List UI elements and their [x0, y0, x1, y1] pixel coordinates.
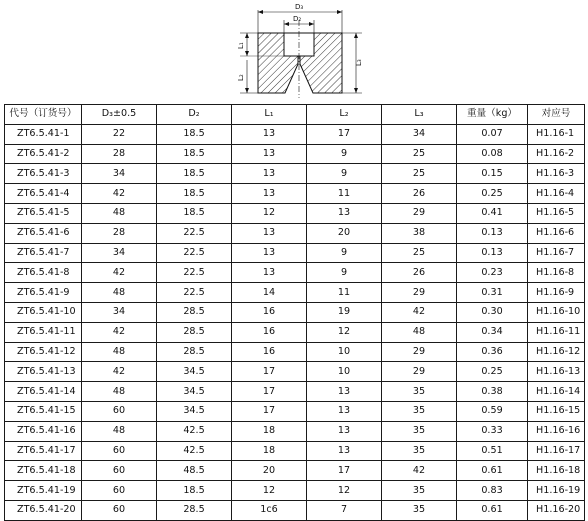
- l3-cell: 48: [382, 322, 457, 342]
- d2-cell: 28.5: [157, 500, 232, 520]
- header-cell: D₂: [157, 105, 232, 125]
- code-cell: ZT6.5.41-12: [5, 342, 82, 362]
- d3-cell: 48: [82, 382, 157, 402]
- code-cell: ZT6.5.41-14: [5, 382, 82, 402]
- l2-cell: 9: [307, 164, 382, 184]
- l3-cell: 29: [382, 203, 457, 223]
- l3-cell: 26: [382, 263, 457, 283]
- l3-cell: 35: [382, 441, 457, 461]
- header-cell: L₂: [307, 105, 382, 125]
- code-cell: ZT6.5.41-10: [5, 302, 82, 322]
- l3-cell: 38: [382, 223, 457, 243]
- l1-cell: 13: [232, 164, 307, 184]
- weight-cell: 0.34: [457, 322, 528, 342]
- code-cell: ZT6.5.41-17: [5, 441, 82, 461]
- l3-cell: 25: [382, 243, 457, 263]
- l3-cell: 35: [382, 500, 457, 520]
- table-row: [5, 401, 585, 421]
- d3-cell: 60: [82, 461, 157, 481]
- d2-cell: 22.5: [157, 283, 232, 303]
- table-row: [5, 461, 585, 481]
- header-cell: 对应号: [528, 105, 585, 125]
- l3-cell: 25: [382, 144, 457, 164]
- ref-cell: H1.16-14: [528, 382, 585, 402]
- d3-cell: 34: [82, 243, 157, 263]
- ref-cell: H1.16-13: [528, 362, 585, 382]
- l1-cell: 16: [232, 342, 307, 362]
- table-row: [5, 223, 585, 243]
- d2-cell: 18.5: [157, 124, 232, 144]
- ref-cell: H1.16-12: [528, 342, 585, 362]
- weight-cell: 0.83: [457, 481, 528, 501]
- l2-cell: 7: [307, 500, 382, 520]
- l2-cell: 12: [307, 481, 382, 501]
- code-cell: ZT6.5.41-18: [5, 461, 82, 481]
- l1-cell: 13: [232, 263, 307, 283]
- d2-cell: 34.5: [157, 362, 232, 382]
- ref-cell: H1.16-7: [528, 243, 585, 263]
- weight-cell: 0.36: [457, 342, 528, 362]
- weight-cell: 0.07: [457, 124, 528, 144]
- d3-cell: 48: [82, 421, 157, 441]
- d2-label: D₂: [293, 15, 302, 23]
- l1-cell: 18: [232, 421, 307, 441]
- table-row: [5, 441, 585, 461]
- l3-cell: 35: [382, 421, 457, 441]
- table-row: [5, 283, 585, 303]
- l3-cell: 25: [382, 164, 457, 184]
- d2-cell: 18.5: [157, 481, 232, 501]
- l1-cell: 16: [232, 322, 307, 342]
- ref-cell: H1.16-1: [528, 124, 585, 144]
- ref-cell: H1.16-4: [528, 184, 585, 204]
- l2-label: L₂: [237, 74, 245, 81]
- d3-cell: 28: [82, 223, 157, 243]
- l2-cell: 11: [307, 184, 382, 204]
- weight-cell: 0.51: [457, 441, 528, 461]
- d3-cell: 42: [82, 263, 157, 283]
- weight-cell: 0.30: [457, 302, 528, 322]
- d2-cell: 34.5: [157, 401, 232, 421]
- l1-cell: 13: [232, 184, 307, 204]
- d3-label: D₃: [295, 3, 304, 11]
- d2-cell: 22.5: [157, 243, 232, 263]
- d3-cell: 28: [82, 144, 157, 164]
- l3-cell: 34: [382, 124, 457, 144]
- code-cell: ZT6.5.41-20: [5, 500, 82, 520]
- l3-cell: 29: [382, 342, 457, 362]
- l1-cell: 13: [232, 223, 307, 243]
- l2-cell: 9: [307, 243, 382, 263]
- header-cell: D₃±0.5: [82, 105, 157, 125]
- cross-section-drawing: [0, 0, 588, 102]
- ref-cell: H1.16-10: [528, 302, 585, 322]
- l1-cell: 17: [232, 401, 307, 421]
- weight-cell: 0.25: [457, 184, 528, 204]
- weight-cell: 0.31: [457, 283, 528, 303]
- d3-cell: 42: [82, 362, 157, 382]
- l1-label: L₁: [237, 42, 245, 49]
- l2-cell: 11: [307, 283, 382, 303]
- weight-cell: 0.08: [457, 144, 528, 164]
- l1-cell: 13: [232, 124, 307, 144]
- weight-cell: 0.33: [457, 421, 528, 441]
- l1-cell: 17: [232, 382, 307, 402]
- table-row: [5, 124, 585, 144]
- d3-cell: 60: [82, 401, 157, 421]
- l1-cell: 18: [232, 441, 307, 461]
- weight-cell: 0.23: [457, 263, 528, 283]
- weight-cell: 0.25: [457, 362, 528, 382]
- header-cell: L₁: [232, 105, 307, 125]
- d3-cell: 48: [82, 203, 157, 223]
- d2-cell: 22.5: [157, 263, 232, 283]
- d2-cell: 42.5: [157, 441, 232, 461]
- l3-cell: 42: [382, 461, 457, 481]
- code-cell: ZT6.5.41-16: [5, 421, 82, 441]
- code-cell: ZT6.5.41-6: [5, 223, 82, 243]
- l2-cell: 13: [307, 441, 382, 461]
- l3-cell: 29: [382, 362, 457, 382]
- d3-cell: 42: [82, 322, 157, 342]
- weight-cell: 0.59: [457, 401, 528, 421]
- table-row: [5, 481, 585, 501]
- table-row: [5, 421, 585, 441]
- table-header-row: [5, 105, 585, 125]
- d2-cell: 18.5: [157, 144, 232, 164]
- ref-cell: H1.16-20: [528, 500, 585, 520]
- d3-cell: 60: [82, 441, 157, 461]
- d3-cell: 48: [82, 283, 157, 303]
- l2-cell: 10: [307, 342, 382, 362]
- l1-cell: 13: [232, 243, 307, 263]
- code-cell: ZT6.5.41-3: [5, 164, 82, 184]
- code-cell: ZT6.5.41-15: [5, 401, 82, 421]
- ref-cell: H1.16-9: [528, 283, 585, 303]
- ref-cell: H1.16-8: [528, 263, 585, 283]
- l2-cell: 13: [307, 382, 382, 402]
- ref-cell: H1.16-2: [528, 144, 585, 164]
- d3-cell: 34: [82, 164, 157, 184]
- l2-cell: 17: [307, 461, 382, 481]
- weight-cell: 0.13: [457, 223, 528, 243]
- code-cell: ZT6.5.41-5: [5, 203, 82, 223]
- code-cell: ZT6.5.41-2: [5, 144, 82, 164]
- ref-cell: H1.16-16: [528, 421, 585, 441]
- l2-cell: 19: [307, 302, 382, 322]
- l1-cell: 16: [232, 302, 307, 322]
- table-row: [5, 144, 585, 164]
- l2-cell: 9: [307, 263, 382, 283]
- ref-cell: H1.16-17: [528, 441, 585, 461]
- d3-cell: 48: [82, 342, 157, 362]
- l2-cell: 13: [307, 203, 382, 223]
- l1-cell: 1c6: [232, 500, 307, 520]
- l1-cell: 20: [232, 461, 307, 481]
- d2-cell: 48.5: [157, 461, 232, 481]
- l3-cell: 35: [382, 401, 457, 421]
- table-row: [5, 382, 585, 402]
- section-svg: [0, 0, 588, 102]
- weight-cell: 0.41: [457, 203, 528, 223]
- l1-cell: 14: [232, 283, 307, 303]
- header-cell: 重量（kg）: [457, 105, 528, 125]
- table-row: [5, 184, 585, 204]
- d3-cell: 34: [82, 302, 157, 322]
- table-row: [5, 243, 585, 263]
- table-row: [5, 263, 585, 283]
- code-cell: ZT6.5.41-4: [5, 184, 82, 204]
- d3-cell: 60: [82, 481, 157, 501]
- table-row: [5, 342, 585, 362]
- l1-cell: 12: [232, 203, 307, 223]
- l2-cell: 9: [307, 144, 382, 164]
- ref-cell: H1.16-5: [528, 203, 585, 223]
- weight-cell: 0.61: [457, 500, 528, 520]
- l2-cell: 12: [307, 322, 382, 342]
- ref-cell: H1.16-6: [528, 223, 585, 243]
- table-row: [5, 302, 585, 322]
- l1-cell: 17: [232, 362, 307, 382]
- d2-cell: 34.5: [157, 382, 232, 402]
- d3-cell: 60: [82, 500, 157, 520]
- ref-cell: H1.16-18: [528, 461, 585, 481]
- l2-cell: 13: [307, 421, 382, 441]
- table-body: [5, 124, 585, 520]
- l2-cell: 10: [307, 362, 382, 382]
- l3-cell: 26: [382, 184, 457, 204]
- header-cell: L₃: [382, 105, 457, 125]
- code-cell: ZT6.5.41-7: [5, 243, 82, 263]
- weight-cell: 0.38: [457, 382, 528, 402]
- ref-cell: H1.16-19: [528, 481, 585, 501]
- d2-cell: 18.5: [157, 203, 232, 223]
- d2-cell: 28.5: [157, 302, 232, 322]
- l3-cell: 29: [382, 283, 457, 303]
- weight-cell: 0.13: [457, 243, 528, 263]
- d2-cell: 22.5: [157, 223, 232, 243]
- l1-cell: 12: [232, 481, 307, 501]
- ref-cell: H1.16-15: [528, 401, 585, 421]
- spec-table: [4, 104, 585, 521]
- l3-cell: 35: [382, 382, 457, 402]
- l3-cell: 42: [382, 302, 457, 322]
- d3-cell: 22: [82, 124, 157, 144]
- code-cell: ZT6.5.41-13: [5, 362, 82, 382]
- header-cell: 代号（订货号）: [5, 105, 82, 125]
- code-cell: ZT6.5.41-1: [5, 124, 82, 144]
- d3-cell: 42: [82, 184, 157, 204]
- weight-cell: 0.61: [457, 461, 528, 481]
- d2-cell: 18.5: [157, 164, 232, 184]
- d2-cell: 42.5: [157, 421, 232, 441]
- table-row: [5, 500, 585, 520]
- l2-cell: 20: [307, 223, 382, 243]
- ref-cell: H1.16-3: [528, 164, 585, 184]
- code-cell: ZT6.5.41-8: [5, 263, 82, 283]
- code-cell: ZT6.5.41-9: [5, 283, 82, 303]
- l1-cell: 13: [232, 144, 307, 164]
- code-cell: ZT6.5.41-11: [5, 322, 82, 342]
- table-row: [5, 164, 585, 184]
- l2-cell: 13: [307, 401, 382, 421]
- table-row: [5, 362, 585, 382]
- l3-cell: 35: [382, 481, 457, 501]
- d2-cell: 28.5: [157, 342, 232, 362]
- table-row: [5, 203, 585, 223]
- code-cell: ZT6.5.41-19: [5, 481, 82, 501]
- d2-cell: 28.5: [157, 322, 232, 342]
- table-row: [5, 322, 585, 342]
- ref-cell: H1.16-11: [528, 322, 585, 342]
- l3-label: L₃: [355, 59, 363, 66]
- l2-cell: 17: [307, 124, 382, 144]
- weight-cell: 0.15: [457, 164, 528, 184]
- d2-cell: 18.5: [157, 184, 232, 204]
